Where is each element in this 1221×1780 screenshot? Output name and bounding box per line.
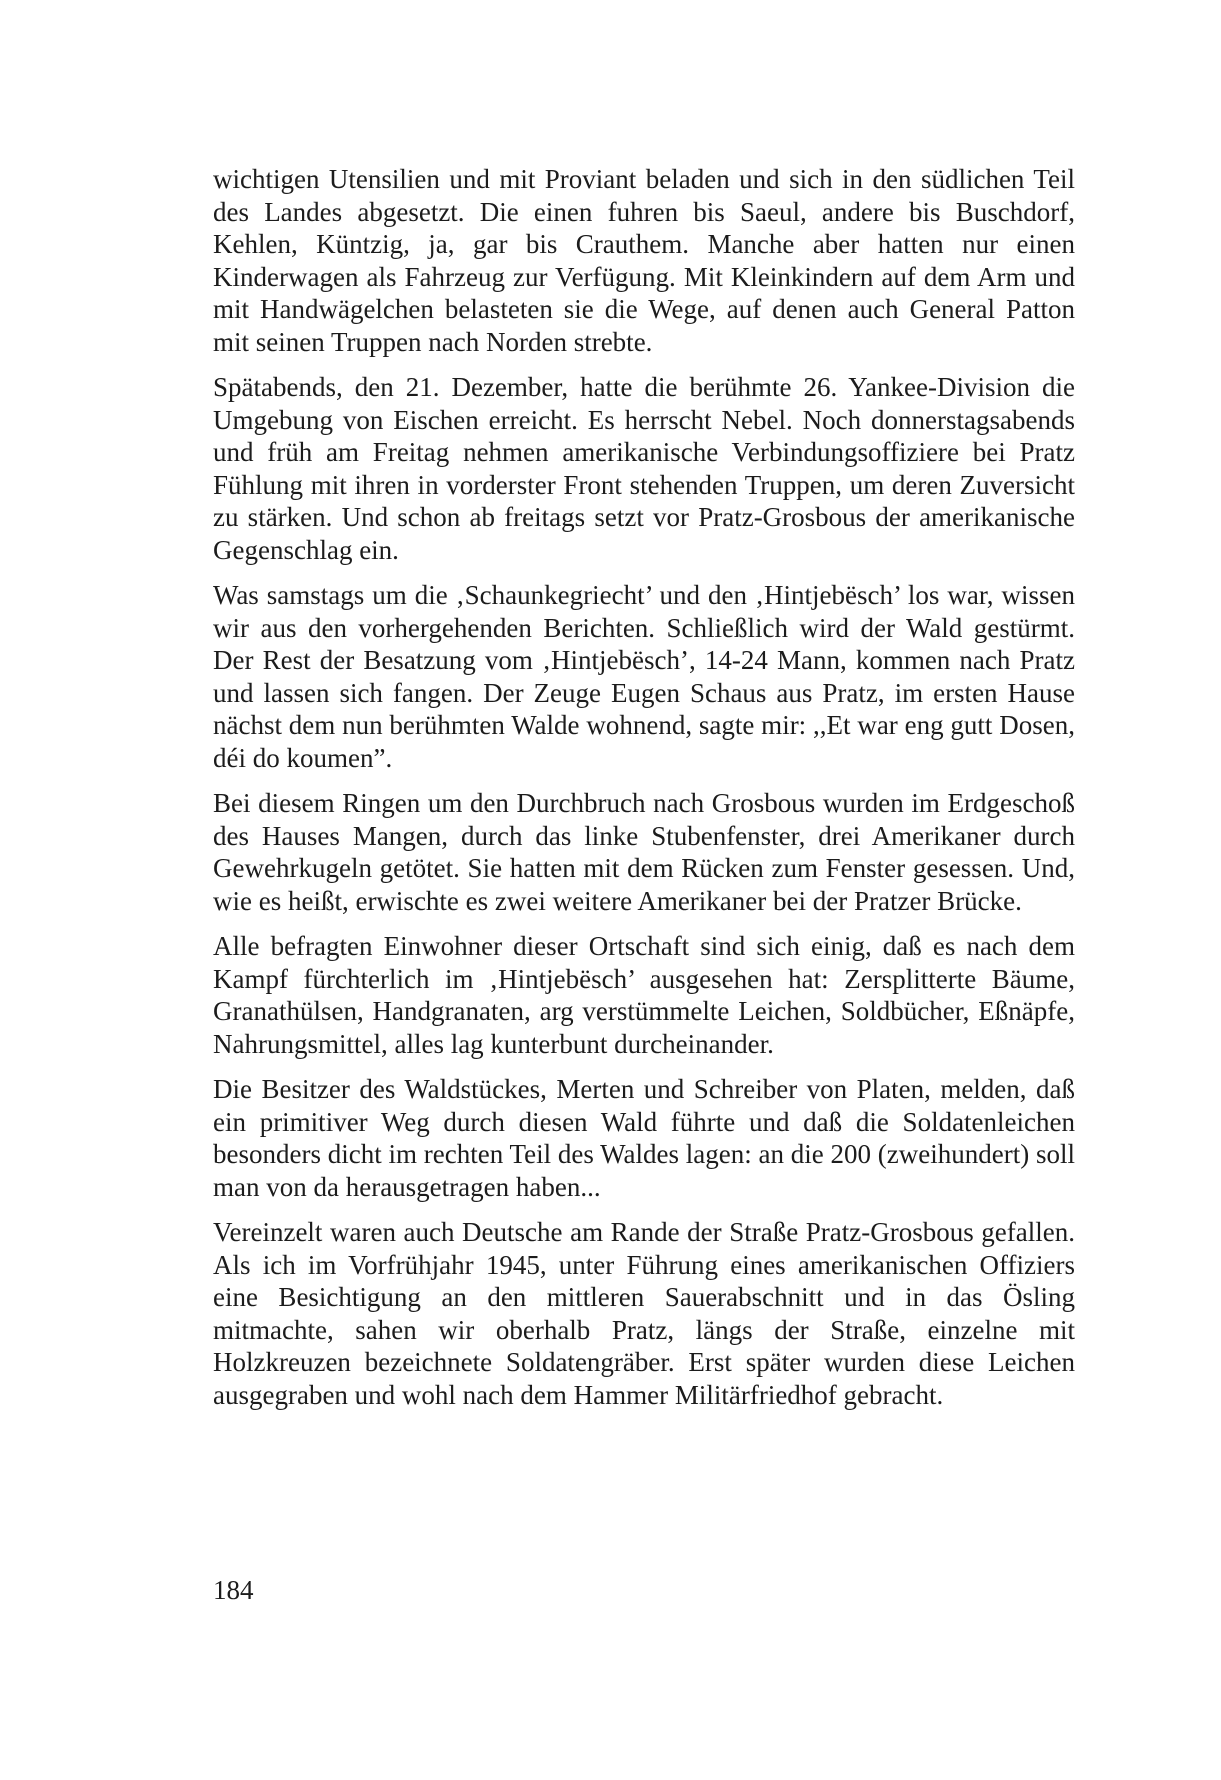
paragraph-3: Was samstags um die ‚Schaunkegriecht’ und den ‚Hintjebësch’ los war, wissen wir aus den vorhergehenden Berichten. Schließlich wird der Wald gestürmt. Der Rest der Besatzung vom ‚Hintjebësch’, 14-24 Mann, kommen nach Pratz und lassen sich fangen. Der Zeuge Eugen Schaus aus Pratz, im ersten Hause nächst dem nun berühmten Walde wohnend, sagte mir: ,,Et war eng gutt Dosen, déi do koumen”. [213,580,1075,773]
paragraph-4: Bei diesem Ringen um den Durchbruch nach Grosbous wurden im Erdgeschoß des Hauses Mangen, durch das linke Stubenfenster, drei Amerikaner durch Gewehrkugeln getötet. Sie hatten mit dem Rücken zum Fenster gesessen. Und, wie es heißt, erwischte es zwei weitere Amerikaner bei der Pratzer Brücke. [213,788,1075,916]
paragraph-7: Vereinzelt waren auch Deutsche am Rande der Straße Pratz-Grosbous gefallen. Als ich im Vorfrühjahr 1945, unter Führung eines amerikanischen Offiziers eine Besichtigung an den mittleren Sauerabschnitt und in das Ösling mitmachte, sahen wir oberhalb Pratz, längs der Straße, einzelne mit Holzkreuzen bezeichnete Soldatengräber. Erst später wurden diese Leichen ausgegraben und wohl nach dem Hammer Militärfriedhof gebracht. [213,1217,1075,1410]
paragraph-2: Spätabends, den 21. Dezember, hatte die berühmte 26. Yankee-Division die Umgebung von Eischen erreicht. Es herrscht Nebel. Noch donnerstagsabends und früh am Freitag nehmen amerikanische Verbindungsoffiziere bei Pratz Fühlung mit ihren in vorderster Front stehenden Truppen, um deren Zuversicht zu stärken. Und schon ab freitags setzt vor Pratz-Grosbous der amerikanische Gegenschlag ein. [213,372,1075,565]
paragraph-6: Die Besitzer des Waldstückes, Merten und Schreiber von Platen, melden, daß ein primitiver Weg durch diesen Wald führte und daß die Soldatenleichen besonders dicht im rechten Teil des Waldes lagen: an die 200 (zweihundert) soll man von da herausgetragen haben... [213,1074,1075,1202]
paragraph-1: wichtigen Utensilien und mit Proviant beladen und sich in den südlichen Teil des Landes abgesetzt. Die einen fuhren bis Saeul, andere bis Buschdorf, Kehlen, Küntzig, ja, gar bis Crauthem. Manche aber hatten nur einen Kinderwagen als Fahrzeug zur Verfügung. Mit Kleinkindern auf dem Arm und mit Handwägelchen belasteten sie die Wege, auf denen auch General Patton mit seinen Truppen nach Norden strebte. [213,164,1075,357]
body-text [213,163,1075,1424]
page-number: 184 [213,1575,254,1605]
paragraph-5: Alle befragten Einwohner dieser Ortschaft sind sich einig, daß es nach dem Kampf fürchterlich im ‚Hintjebësch’ ausgesehen hat: Zersplitterte Bäume, Granathülsen, Handgranaten, arg verstümmelte Leichen, Soldbücher, Eßnäpfe, Nahrungsmittel, alles lag kunterbunt durcheinander. [213,931,1075,1059]
